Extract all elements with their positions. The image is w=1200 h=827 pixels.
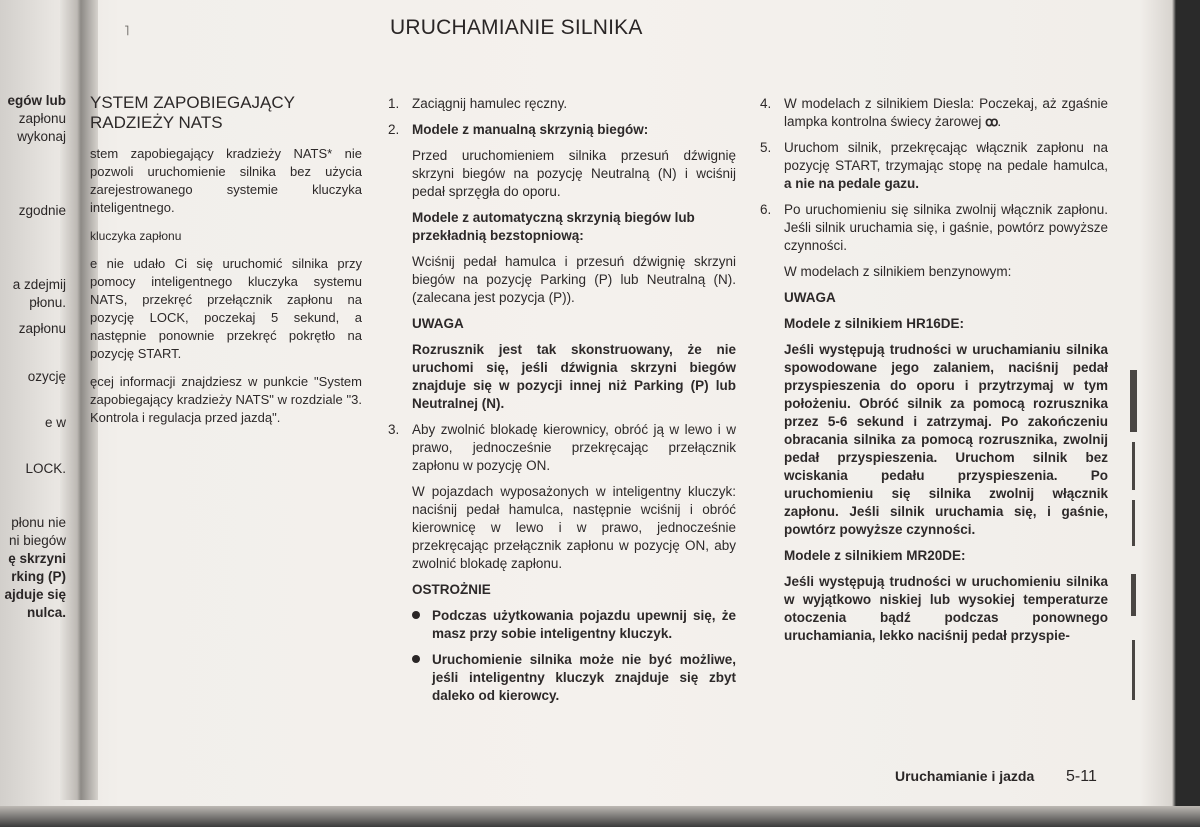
bullet-icon xyxy=(412,655,420,663)
step-1: 1. Zaciągnij hamulec ręczny. xyxy=(388,96,568,111)
step-4: 4. W modelach z silnikiem Diesla: Poczekaj, aż zgaśnie lampka kontrolna świecy żarowej ꝏ. xyxy=(760,96,1108,129)
uwaga-text: Rozrusznik jest tak skonstruowany, że nie uruchomi się, jeśli dźwignia skrzyni biegów znajduje się w pozycji innej niż Parking (P) lub Neutralnej (N). xyxy=(412,342,736,411)
left-page-fragment: zapłonu xyxy=(18,321,66,336)
edge-tab xyxy=(1132,640,1135,700)
left-page-fragment: rking (P) xyxy=(11,569,66,584)
hr16de-text: Jeśli występują trudności w uruchamianiu silnika spowodowane jego zalaniem, naciśnij pedał przyspieszenia do oporu i przytrzymaj w tym położeniu. Obróć silnik za pomocą rozrusznika przez 5-6 sekund i zatrzymaj. Po zakończeniu obracania silnika za pomocą rozrusznika, zwolnij pedał przyspieszenia. Uruchom silnik bez wciskania pedału przyspieszenia. Po uruchomieniu się silnika zwolnij włącznik zapłonu. Jeśli silnik uruchamia się, i gaśnie, powtórz powyższe czynności. xyxy=(784,342,1108,537)
caution-bullet-2: Uruchomienie silnika może nie być możliwe, jeśli inteligentny kluczyk znajduje się zbyt daleko od kierowcy. xyxy=(388,651,736,705)
left-page-fragment: e w xyxy=(44,415,66,430)
left-page-fragment: wykonaj xyxy=(17,129,66,144)
petrol-models-text: W modelach z silnikiem benzynowym: xyxy=(784,264,1012,279)
left-page-fragment: ajduje się xyxy=(4,587,66,602)
column-nats xyxy=(90,93,362,437)
corner-mark: ˥ xyxy=(124,22,130,38)
left-page-fragment: ozycję xyxy=(27,369,66,384)
step-2-heading: 2. Modele z manualną skrzynią biegów: xyxy=(388,122,649,137)
hr16de-heading: Modele z silnikiem HR16DE: xyxy=(784,316,965,331)
left-page-fragment: zapłonu xyxy=(18,111,66,126)
step-3: 3. Aby zwolnić blokadę kierownicy, obróć ją w lewo i w prawo, jednocześnie przekręcając przełącznik zapłonu w pozycję ON. xyxy=(388,422,736,473)
footer-section-name: Uruchamianie i jazda xyxy=(895,768,1035,784)
left-page-fragment: a zdejmij xyxy=(12,277,66,292)
left-page-fragment: egów lub xyxy=(7,93,66,108)
edge-tab xyxy=(1132,442,1135,490)
column-middle xyxy=(388,95,736,713)
caution-bullet-1: Podczas użytkowania pojazdu upewnij się, że masz przy sobie inteligentny kluczyk. xyxy=(388,607,736,643)
left-page-fragment: zgodnie xyxy=(18,203,66,218)
mr20de-heading: Modele z silnikiem MR20DE: xyxy=(784,548,966,563)
uwaga-label: UWAGA xyxy=(412,316,464,331)
automatic-gearbox-heading: Modele z automatyczną skrzynią biegów lub przekładnią bezstopniową: xyxy=(412,210,695,243)
bullet-icon xyxy=(412,611,420,619)
nats-paragraph-2: e nie udało Ci się uruchomić silnika przy pomocy inteligentnego kluczyka systemu NATS, przekręć przełącznik zapłonu na pozycję LOCK, poczekaj 5 sekund, a następnie ponownie przekręć pokrętło na pozycję START. xyxy=(90,256,362,361)
book-bottom-edge xyxy=(0,806,1200,827)
smart-key-text: W pojazdach wyposażonych w inteligentny kluczyk: naciśnij pedał hamulca, następnie wciśnij i obróć kierownicę w lewo i w prawo, jednocześnie przekręcając przełącznik zapłonu w pozycję ON, aby zwolnić blokadę zapłonu. xyxy=(412,484,736,571)
nats-heading: YSTEM ZAPOBIEGAJĄCY RADZIEŻY NATS xyxy=(90,93,295,132)
automatic-gearbox-text: Wciśnij pedał hamulca i przesuń dźwignię skrzyni biegów na pozycję Parking (P) lub Neutralną (N). (zalecana jest pozycja (P)). xyxy=(412,254,736,305)
left-page-fragment: nulca. xyxy=(26,605,66,620)
column-right xyxy=(760,95,1108,653)
left-page-fragment: ni biegów xyxy=(8,533,66,548)
left-page-fragment: ę skrzyni xyxy=(8,551,66,566)
uwaga-label-2: UWAGA xyxy=(784,290,836,305)
step-5: 5. Uruchom silnik, przekręcając włącznik zapłonu na pozycję START, trzymając stopę na pedale hamulca, a nie na pedale gazu. xyxy=(760,140,1108,191)
edge-tab xyxy=(1131,574,1136,616)
left-page-fragment: płonu nie xyxy=(11,515,66,530)
mr20de-text: Jeśli występują trudności w uruchomieniu silnika w wyjątkowo niskiej lub wysokiej temperaturze otoczenia bądź podczas ponownego uruchamiania, lekko naciśnij pedał przyspie- xyxy=(784,574,1108,643)
left-page-fragment: płonu. xyxy=(29,295,66,310)
glow-plug-icon: ꝏ xyxy=(985,114,998,129)
ostroznie-label: OSTROŻNIE xyxy=(412,582,491,597)
page-number: 5-11 xyxy=(1066,768,1097,785)
nats-paragraph-1: stem zapobiegający kradzieży NATS* nie pozwoli uruchomienie silnika bez użycia zarejestrowanego systemie kluczyka inteligentnego. xyxy=(90,146,362,215)
nats-paragraph-3: ęcej informacji znajdziesz w punkcie "System zapobiegający kradzieży NATS" w rozdziale "3. Kontrola i regulacja przed jazdą". xyxy=(90,374,362,425)
page-title: URUCHAMIANIE SILNIKA xyxy=(390,16,643,39)
left-page-fragment: LOCK. xyxy=(25,461,66,476)
step-6: 6. Po uruchomieniu się silnika zwolnij włącznik zapłonu. Jeśli silnik uruchamia się, i gaśnie, powtórz powyższe czynności. xyxy=(760,202,1108,253)
manual-gearbox-text: Przed uruchomieniem silnika przesuń dźwignię skrzyni biegów na pozycję Neutralną (N) i wciśnij pedał sprzęgła do oporu. xyxy=(412,148,736,199)
edge-tab xyxy=(1130,370,1137,432)
edge-tab xyxy=(1132,500,1135,546)
nats-subheading: kluczyka zapłonu xyxy=(90,229,182,243)
